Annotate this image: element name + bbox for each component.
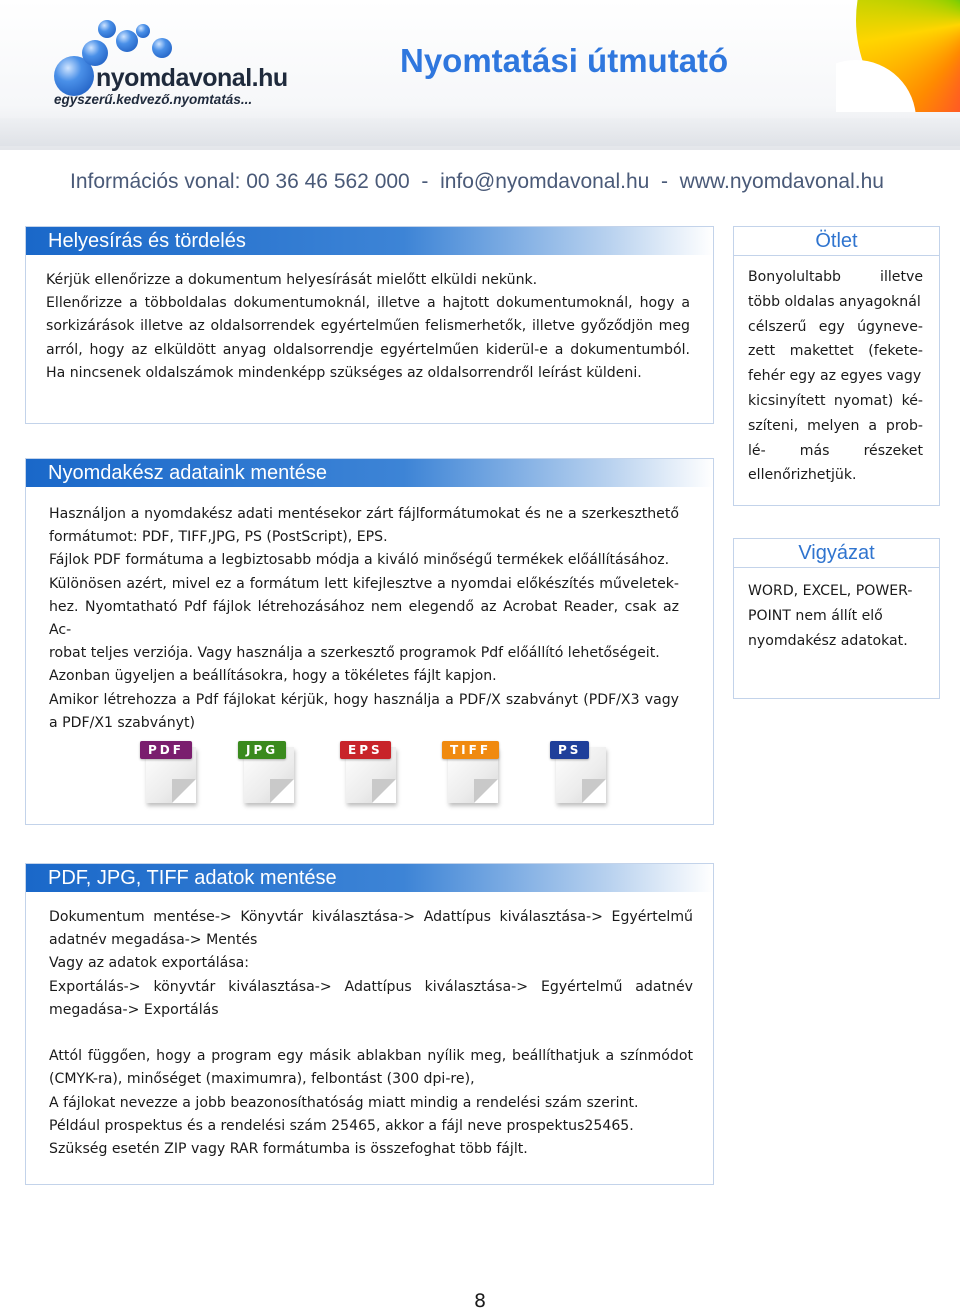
idea-body	[748, 265, 923, 488]
paragraph-line: arról, hogy az elküldött anyag oldalsorrendje egyértelműen kiderül-e a dokumentumból.	[46, 341, 690, 358]
logo-bubble-icon	[136, 24, 150, 38]
paragraph-line: Amikor létrehozza a Pdf fájlokat kérjük, hogy használja a PDF/X szabványt (PDF/X3 vagy	[49, 691, 679, 708]
paragraph-line: több oldalas anyagoknál	[748, 293, 921, 310]
logo-bubble-icon	[152, 38, 172, 58]
page-title: Nyomtatási útmutató	[400, 42, 729, 79]
logo[interactable]	[52, 18, 312, 110]
pdf-file-icon	[140, 741, 196, 807]
paragraph-line: Dokumentum mentése-> Könyvtár kiválasztása-> Adattípus kiválasztása-> Egyértelmű	[49, 909, 693, 925]
warning-title: Vigyázat	[734, 539, 939, 568]
file-type-label: JPG	[238, 741, 286, 759]
paragraph-line: lé- más részeket	[748, 442, 923, 459]
paragraph-line: Használjon a nyomdakész adati mentésekor zárt fájlformátumokat és ne a szerkeszthető	[49, 506, 679, 522]
paragraph-line: kicsinyített nyomat) ké-	[748, 392, 923, 409]
file-type-label: PDF	[140, 741, 192, 759]
ps-file-icon	[550, 741, 606, 807]
logo-tagline: egyszerű.kedvező.nyomtatás...	[54, 92, 253, 107]
paragraph-line: Attól függően, hogy a program egy másik ablakban nyílik meg, beállíthatjuk a színmódot	[49, 1048, 693, 1065]
section-title: PDF, JPG, TIFF adatok mentése	[26, 864, 713, 892]
print-ready-section	[25, 458, 714, 825]
color-swatch-fan-icon	[836, 0, 960, 112]
tiff-file-icon	[442, 741, 498, 807]
file-type-label: EPS	[340, 741, 391, 759]
paragraph-line: megadása-> Exportálás	[49, 1001, 219, 1018]
paragraph-line: Vagy az adatok exportálása:	[49, 955, 250, 972]
logo-name: nyomdavonal.hu	[96, 64, 288, 92]
logo-bubble-icon	[82, 40, 108, 66]
paragraph-line: Fájlok PDF formátuma a legbiztosabb módja a kiváló minőségű termékek előállításához.	[49, 552, 670, 569]
paragraph-line: Szükség esetén ZIP vagy RAR formátumba is összefoghat több fájlt.	[49, 1141, 528, 1158]
eps-file-icon	[340, 741, 396, 807]
file-type-label: PS	[550, 741, 589, 759]
contact-info-line: Információs vonal: 00 36 46 562 000 - info@nyomdavonal.hu - www.nyomdavonal.hu	[70, 170, 884, 193]
warning-body	[748, 579, 923, 653]
logo-bubble-icon	[98, 20, 116, 38]
page-number: 8	[473, 1290, 487, 1312]
section-title: Helyesírás és tördelés	[26, 227, 713, 255]
paragraph-line: hez. Nyomtatható Pdf fájlok létrehozásához nem elegendő az Acrobat Reader, csak az Ac-	[49, 598, 679, 639]
logo-bubble-icon	[116, 30, 138, 52]
paragraph-line: Exportálás-> könyvtár kiválasztása-> Adattípus kiválasztása-> Egyértelmű adatnév	[49, 978, 693, 995]
spelling-section	[25, 226, 714, 424]
idea-box	[733, 226, 940, 506]
paragraph-line: Bonyolultabb illetve	[748, 269, 923, 285]
paragraph-line: zett makettet (fekete-	[748, 343, 923, 360]
paragraph-line: a PDF/X1 szabványt)	[49, 714, 196, 731]
paragraph-line: A fájlokat nevezze a jobb beazonosíthatóság miatt mindig a rendelési szám szerint.	[49, 1094, 639, 1111]
page-header	[0, 0, 960, 150]
section-title: Nyomdakész adataink mentése	[26, 459, 713, 487]
paragraph-line: Kérjük ellenőrizze a dokumentum helyesírását mielőtt elküldi nekünk.	[46, 272, 538, 288]
paragraph-line: Például prospektus és a rendelési szám 25465, akkor a fájl neve prospektus25465.	[49, 1117, 634, 1134]
warning-box	[733, 538, 940, 699]
idea-title: Ötlet	[734, 227, 939, 256]
paragraph-line: nyomdakész adatokat.	[748, 632, 908, 649]
file-type-label: TIFF	[442, 741, 499, 759]
paragraph-line: célszerű egy úgyneve-	[748, 318, 923, 335]
paragraph-line: ellenőrizhetjük.	[748, 467, 857, 484]
paragraph-line: POINT nem állít elő	[748, 607, 883, 624]
paragraph-line: Ellenőrizze a többoldalas dokumentumoknál, illetve a hajtott dokumentumoknál, hogy a	[46, 295, 690, 312]
header-band	[0, 118, 960, 146]
paragraph-line: WORD, EXCEL, POWER-	[748, 583, 913, 599]
section-body	[46, 269, 690, 385]
paragraph-line: Különösen azért, mivel ez a formátum lett kifejlesztve a nyomdai előkészítés műveletek-	[49, 575, 679, 592]
paragraph-spacer	[49, 1022, 693, 1045]
paragraph-line: Azonban ügyeljen a beállításokra, hogy a tökéletes fájlt kapjon.	[49, 668, 497, 685]
section-body	[49, 503, 679, 735]
paragraph-line: adatnév megadása-> Mentés	[49, 932, 258, 949]
paragraph-line: robat teljes verziója. Vagy használja a szerkesztő programok Pdf előállító lehetőségeit.	[49, 645, 660, 662]
jpg-file-icon	[238, 741, 294, 807]
save-section	[25, 863, 714, 1185]
paragraph-line: (CMYK-ra), minőséget (maximumra), felbontást (300 dpi-re),	[49, 1071, 475, 1088]
paragraph-line: fehér egy az egyes vagy	[748, 368, 922, 385]
paragraph-line: Ha nincsenek oldalszámok mindenképp szükséges az oldalsorrendről leírást küldeni.	[46, 364, 642, 381]
paragraph-line: sorkizárások illetve az oldalsorrendek egyértelműen felismerhetők, illetve győződjön meg	[46, 318, 690, 335]
section-body	[49, 906, 693, 1161]
paragraph-line: szíteni, melyen a prob-	[748, 417, 923, 434]
paragraph-line: formátumot: PDF, TIFF,JPG, PS (PostScript), EPS.	[49, 529, 388, 546]
